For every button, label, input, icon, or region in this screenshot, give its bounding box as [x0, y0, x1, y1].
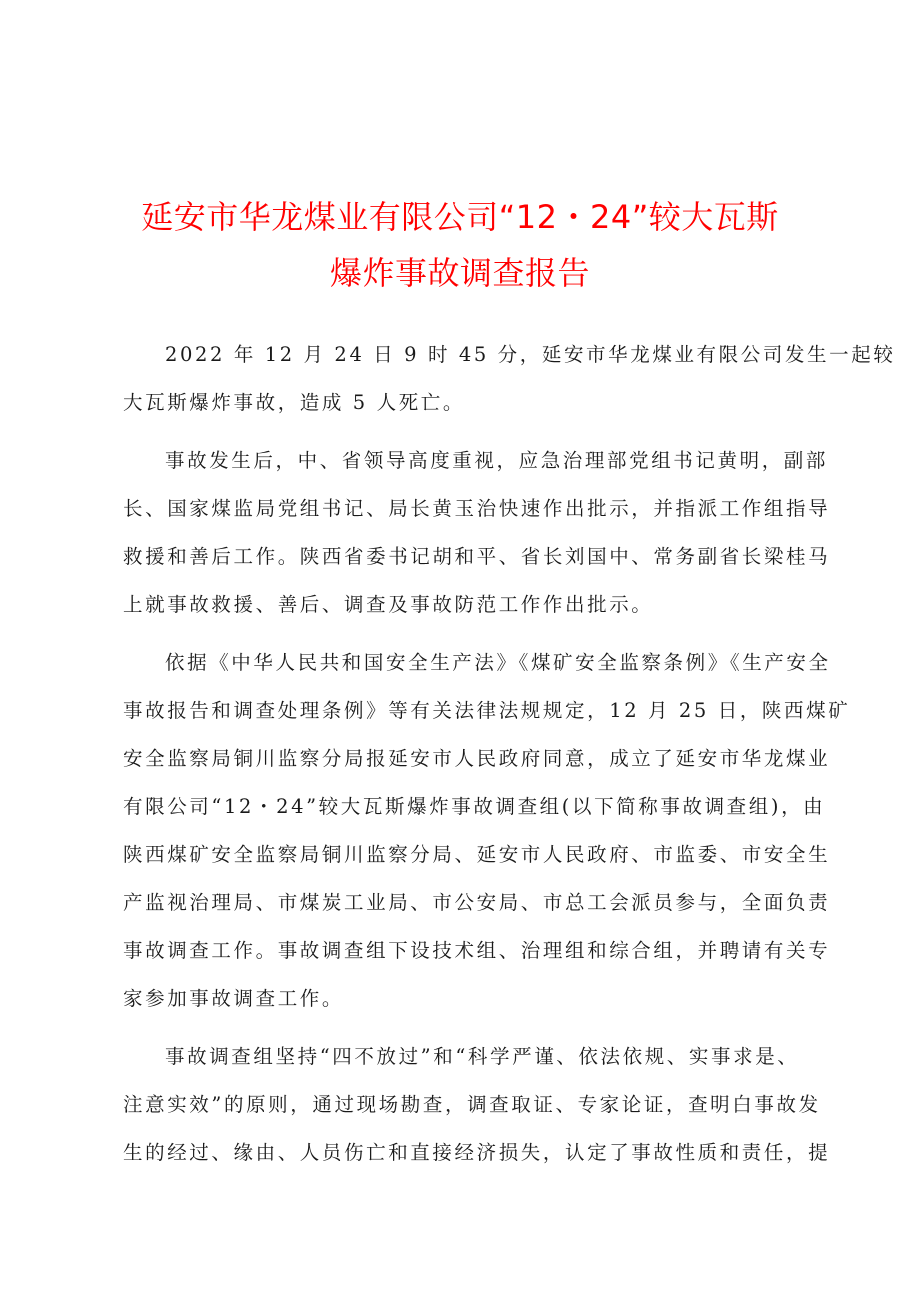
text-line: 依据《中华人民共和国安全生产法》《煤矿安全监察条例》《生产安全 [165, 651, 831, 674]
text-line: 事故发生后，中、省领导高度重视，应急治理部党组书记黄明，副部 [165, 449, 829, 472]
text-line: 事故报告和调查处理条例》等有关法律法规规定，12 月 25 日，陕西煤矿 [123, 699, 851, 722]
text-line: 注意实效”的原则，通过现场勘查，调查取证、专家论证，查明白事故发 [123, 1093, 821, 1116]
paragraph-leadership-response [123, 443, 831, 635]
document-title-line-1: 延安市华龙煤业有限公司“12・24”较大瓦斯 [141, 198, 779, 236]
text-line: 生的经过、缘由、人员伤亡和直接经济损失，认定了事故性质和责任，提 [123, 1141, 831, 1164]
text-line: 救援和善后工作。陕西省委书记胡和平、省长刘国中、常务副省长梁桂马 [123, 545, 831, 568]
text-line: 长、国家煤监局党组书记、局长黄玉治快速作出批示，并指派工作组指导 [123, 497, 831, 520]
text-line: 事故调查组坚持“四不放过”和“科学严谨、依法依规、实事求是、 [165, 1045, 800, 1068]
document-title-line-2: 爆炸事故调查报告 [329, 254, 590, 292]
text-line: 产监视治理局、市煤炭工业局、市公安局、市总工会派员参与，全面负责 [123, 891, 831, 914]
text-line: 陕西煤矿安全监察局铜川监察分局、延安市人民政府、市监委、市安全生 [123, 843, 831, 866]
paragraph-investigation-principles [123, 1039, 831, 1183]
document-body [123, 337, 896, 1183]
paragraph-investigation-team [123, 645, 851, 1029]
text-line: 事故调查工作。事故调查组下设技术组、治理组和综合组，并聘请有关专 [123, 939, 831, 962]
text-line: 家参加事故调查工作。 [123, 987, 345, 1010]
text-line: 大瓦斯爆炸事故，造成 5 人死亡。 [123, 391, 466, 414]
text-line: 有限公司“12・24”较大瓦斯爆炸事故调查组(以下简称事故调查组)，由 [123, 795, 826, 818]
text-line: 2022 年 12 月 24 日 9 时 45 分，延安市华龙煤业有限公司发生一起较 [165, 343, 896, 366]
text-line: 安全监察局铜川监察分局报延安市人民政府同意，成立了延安市华龙煤业 [123, 747, 831, 770]
paragraph-incident-summary [123, 337, 896, 433]
text-line: 上就事故救援、善后、调查及事故防范工作作出批示。 [123, 593, 654, 616]
